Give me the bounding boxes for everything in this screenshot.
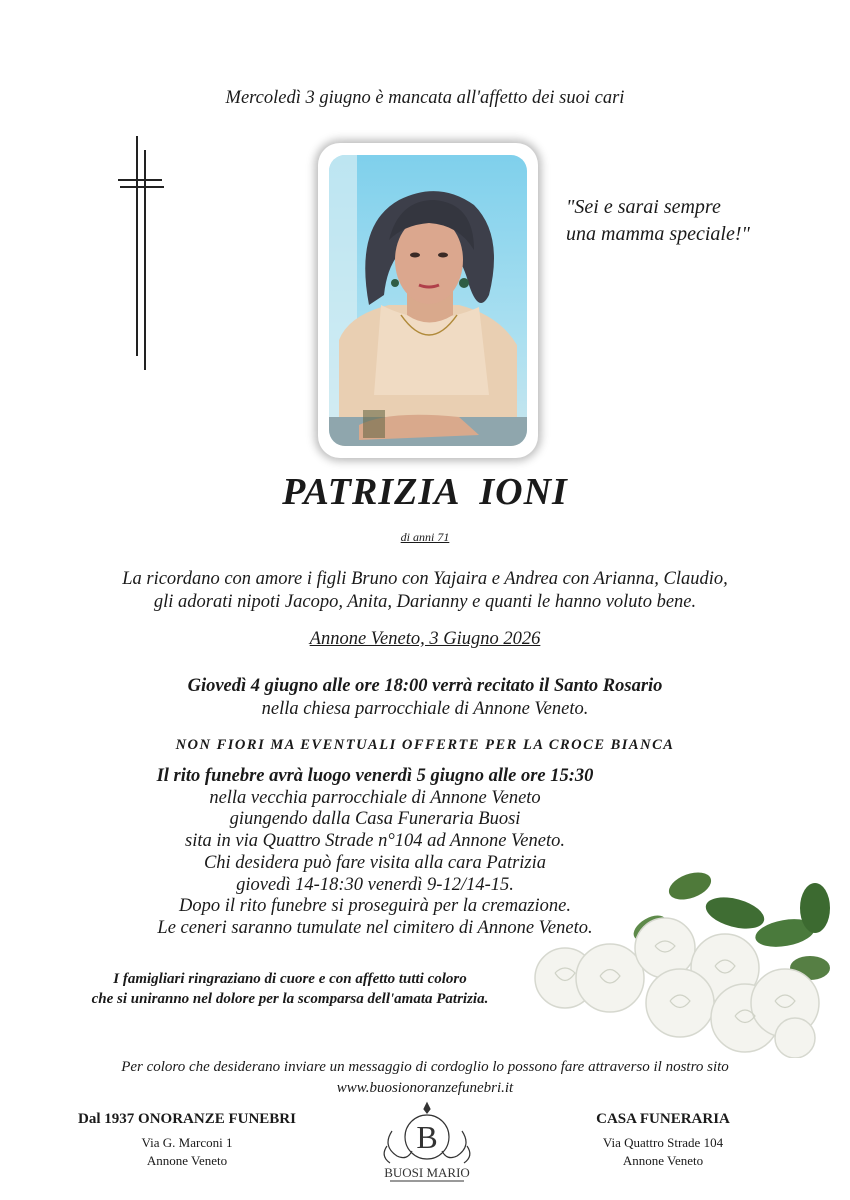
website-link[interactable]: www.buosionoranzefunebri.it (336, 1080, 514, 1096)
footer-left (56, 1111, 318, 1170)
rite-line: Il rito funebre avrà luogo venerdì 5 giugno alle ore 15:30 (156, 766, 594, 786)
footer-right (560, 1111, 766, 1170)
place-date: Annone Veneto, 3 Giugno 2026 (309, 629, 541, 649)
remembrance-line: La ricordano con amore i figli Bruno con Yajaira e Andrea con Arianna, Claudio, (122, 569, 728, 589)
logo-letter: B (416, 1119, 438, 1155)
thanks-line: che si uniranno nel dolore per la scomparsa dell'amata Patrizia. (91, 991, 489, 1007)
footer-right-city: Annone Veneto (622, 1153, 704, 1168)
quote-line: una mamma speciale!" (566, 223, 750, 245)
logo-text: BUOSI MARIO (384, 1165, 470, 1180)
announcement-text: Mercoledì 3 giugno è mancata all'affetto dei suoi cari (225, 88, 625, 108)
footer-right-title: CASA FUNERARIA (596, 1111, 730, 1127)
no-flowers-notice: NON FIORI MA EVENTUALI OFFERTE PER LA CROCE BIANCA (175, 737, 675, 753)
quote (566, 194, 750, 248)
rosary-line-1: Giovedì 4 giugno alle ore 18:00 verrà recitato il Santo Rosario (187, 676, 663, 696)
rite-line: giovedì 14-18:30 venerdì 9-12/14-15. (236, 874, 514, 895)
rite-line: sita in via Quattro Strade n°104 ad Annone Veneto. (185, 831, 565, 852)
rite-line: Chi desidera può fare visita alla cara Patrizia (203, 852, 547, 873)
age-label: di anni 71 (400, 530, 450, 544)
rite-line: Le ceneri saranno tumulate nel cimitero di Annone Veneto. (157, 917, 593, 938)
thanks-text (30, 969, 550, 1009)
funeral-rite-text (110, 766, 640, 940)
remembrance-line: gli adorati nipoti Jacopo, Anita, Darianny e quanti le hanno voluto bene. (153, 592, 697, 612)
thanks-line: I famigliari ringraziano di cuore e con affetto tutti coloro (113, 971, 467, 987)
deceased-name: PATRIZIA IONI (282, 471, 568, 513)
condolence-text (0, 1057, 850, 1099)
condolence-line: Per coloro che desiderano inviare un messaggio di cordoglio lo possono fare attraverso il nostro sito (121, 1059, 729, 1075)
cross-icon (118, 136, 164, 370)
rite-line: Dopo il rito funebre si proseguirà per la cremazione. (178, 896, 572, 917)
rosary-line-2: nella chiesa parrocchiale di Annone Veneto. (261, 699, 589, 719)
portrait-photo (329, 155, 527, 446)
company-logo (372, 1101, 482, 1185)
rite-line: nella vecchia parrocchiale di Annone Veneto (209, 787, 541, 808)
footer-right-address: Via Quattro Strade 104 (602, 1135, 724, 1150)
footer-left-title: Dal 1937 ONORANZE FUNEBRI (78, 1111, 296, 1127)
remembrance-text (0, 568, 850, 614)
footer-left-address: Via G. Marconi 1 (141, 1135, 233, 1150)
portrait-frame (318, 143, 538, 458)
quote-line: "Sei e sarai sempre (566, 196, 721, 218)
footer-left-city: Annone Veneto (146, 1153, 228, 1168)
rite-line: giungendo dalla Casa Funeraria Buosi (229, 809, 521, 830)
